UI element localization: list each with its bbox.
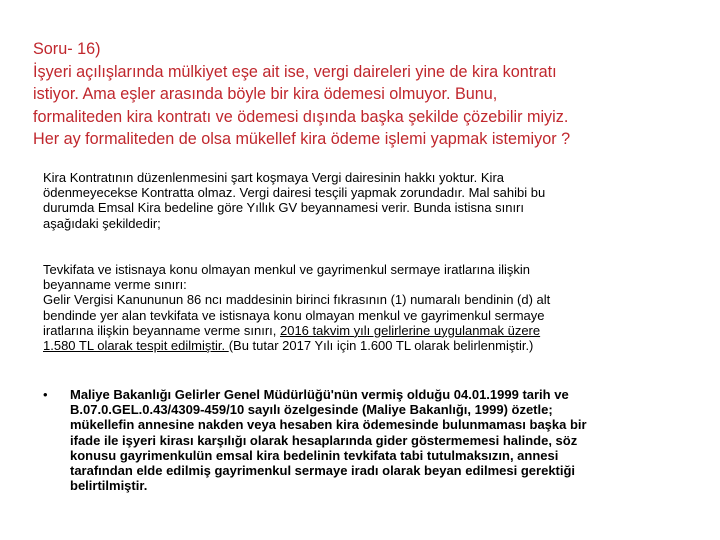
question-title: Soru- 16)	[33, 40, 101, 58]
answer-line: durumda Emsal Kira bedeline göre Yıllık GV beyannamesi verir. Bunda istisna sınırı	[43, 200, 524, 216]
bullet-line: belirtilmiştir.	[70, 478, 148, 494]
answer-line: Gelir Vergisi Kanununun 86 ncı maddesinin birinci fıkrasının (1) numaralı bendinin (d) alt	[43, 292, 551, 308]
question-line: formaliteden kira kontratı ve ödemesi dışında başka şekilde çözebilir miyiz.	[33, 107, 569, 126]
bullet-line: tarafından elde edilmiş gayrimenkul sermaye iradı olarak beyan edilmesi gerektiği	[70, 463, 576, 479]
underlined-text: 2016 takvim yılı gelirlerine uygulanmak üzere	[279, 322, 541, 338]
answer-line: aşağıdaki şekildedir;	[43, 215, 161, 231]
underlined-text: 1.580 TL olarak tespit edilmiştir.	[43, 338, 229, 354]
bullet-line: konusu gayrimenkulün emsal kira bedelinin tevkifata tabi tutulmaksızın, annesi	[70, 447, 559, 463]
answer-line: beyanname verme sınırı:	[43, 277, 187, 293]
answer-line: Tevkifata ve istisnaya konu olmayan menkul ve gayrimenkul sermaye iratlarına ilişkin	[43, 262, 530, 277]
bullet-line: mükellefin annesine nakden veya hesaben kira ödemesinde bulunmaması başka bir	[70, 417, 587, 433]
answer-line-6	[43, 338, 693, 353]
bullet-line: B.07.0.GEL.0.43/4309-459/10 sayılı özelgesinde (Maliye Bakanlığı, 1999) özetle;	[70, 402, 553, 418]
bullet-marker: •	[43, 387, 48, 402]
question-line: istiyor. Ama eşler arasında böyle bir kira ödemesi olmuyor. Bunu,	[33, 85, 498, 103]
answer-paragraph-2	[43, 262, 693, 353]
bullet-line: Maliye Bakanlığı Gelirler Genel Müdürlüğü'nün vermiş olduğu 04.01.1999 tarih ve	[70, 387, 569, 402]
answer-line-5	[43, 323, 693, 338]
answer-line: ödenmeyecekse Kontratta olmaz. Vergi dairesi tesçili yapmak zorundadır. Mal sahibi bu	[43, 185, 546, 201]
bullet-text	[70, 387, 700, 493]
answer-line: Kira Kontratının düzenlenmesini şart koşmaya Vergi dairesinin hakkı yoktur. Kira	[43, 170, 505, 185]
answer-paragraph-1	[43, 170, 693, 231]
answer-line: bendinde yer alan tevkifata ve istisnaya konu olmayan menkul ve gayrimenkul sermaye	[43, 307, 545, 323]
question-line: İşyeri açılışlarında mülkiyet eşe ait ise, vergi daireleri yine de kira kontratı	[33, 62, 557, 81]
question-line: Her ay formaliteden de olsa mükellef kira ödeme işlemi yapmak istemiyor ?	[33, 130, 571, 148]
question-block	[33, 38, 693, 151]
answer-line-5-prefix: iratlarına ilişkin beyanname verme sınırı,	[43, 322, 280, 338]
answer-line-6-suffix: (Bu tutar 2017 Yılı için 1.600 TL olarak belirlenmiştir.)	[228, 338, 534, 354]
bullet-line: ifade ile işyeri kirası karşılığı olarak hesaplarında gider göstermemesi halinde, söz	[70, 432, 578, 448]
